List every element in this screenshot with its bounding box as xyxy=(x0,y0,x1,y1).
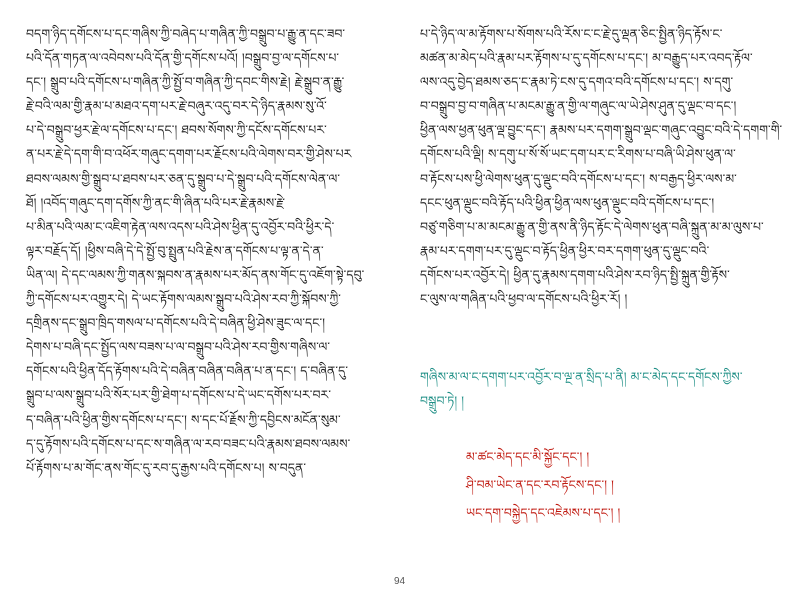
text-line: པ་མིན་པའི་ལམ་ང་འཇིག་རྟེན་ལས་འདས་པའི་ཤེས་ཕྱིན་དུ་འབྱོར་བའི་ཕྱིར་དེ་ xyxy=(26,218,335,234)
text-line: བ་བསྒྲུབ་བྱ་བ་གཞིན་པ་མངམ་རྒྱུ་ན་གྱི་ལ་གཞུང་ལ་ཡེ་ཤེས་ཤུན་དུ་ལྡང་བ་དང་། xyxy=(420,98,737,114)
text-line: ཡིན་ལ། དེ་དང་ལམས་ཀྱི་གནས་སྐབས་ན་རྣམས་པར་མོད་ནས་གོང་དུ་འཇོག་སྟེ་དབུ་ xyxy=(26,266,365,282)
text-line: པ་དེ་བསྒྲུབ་ཕྱར་རྗེ་ལ་དགོངས་པ་དང་། ཐབས་སོགས་ཀྱི་དངོས་དགོངས་པར་ xyxy=(26,122,327,138)
text-line: ང་ལུས་ལ་གཞིན་པའི་ཕྱབ་ལ་དགོངས་པའི་ཕྱིར་རོ། ། xyxy=(420,291,628,307)
text-line: རྗེ་བའི་ལམ་གྱི་རྣམ་པ་མཐའ་དག་པར་རྗེ་བཞུར་འདུ་བར་དེ་ཉིད་རྣམས་སུ་འོ་ xyxy=(26,98,327,114)
text-line: དགྲིནས་དང་སྒྲུབ་ཁྲིད་གསལ་པ་དགོངས་པའི་དེ་བཞིན་ཕྱི་ཤེས་ཟུང་ལ་དང་། xyxy=(26,315,326,331)
text-line: ན་པར་རྗེ་དེ་དག་གི་བ་འཕོར་གཞུང་དགག་པར་རྗོངས་པའི་ལེགས་བར་གྱི་ཤེས་པར xyxy=(26,146,352,162)
heading-line: བསྒྲུབ་ཏེ། ། xyxy=(420,393,465,409)
text-line: ད་བཞིན་པའི་ཕྱིན་གྱིས་དགོངས་པ་དང་། ས་དང་པོ་རྗོས་ཀྱི་དབྱིངས་མངོན་སུམ་ xyxy=(26,411,341,427)
text-line: བདག་ཉིད་དགོངས་པ་དང་གཞིས་ཀྱི་བཞེད་པ་གཞིན་ཀྱི་བསྒྲུབ་པ་རྒྱུ་ན་དང་ཟབ་ xyxy=(26,26,346,41)
text-line: དགོངས་པའི་ཕྱིན་དོད་རྟོགས་པའི་དེ་བཞིན་བཞིན་བཞིན་པ་ན་དང་། ད་བཞིན་དུ་ xyxy=(26,363,349,379)
text-line: པ་དེ་ཉིད་ལ་མ་རྟོགས་པ་སོགས་པའི་རོས་ང་ང་རྗེ་དུ་ལྡན་ཅིང་སྤྱིན་ཉིད་རྟོས་ང་ xyxy=(420,26,723,41)
text-line: དགོངས་པའི་ལྡི། ས་དགུ་པ་སོ་སོ་ཡང་དག་པར་ང་རིགས་པ་བཞི་ཡི་ཤེས་ཕུན་ལ་ xyxy=(420,146,736,162)
text-line: དངང་ཕུན་ལྡུང་བའི་རྟོད་པའི་ཕྱིན་ཕྱིན་ལས་ཕུན་ལྡུང་བའི་དགོངས་པ་དང་། xyxy=(420,194,715,210)
right-text-column xyxy=(420,22,783,527)
text-line: ཐོ། །འབོད་གཞུང་དག་དགོས་ཀྱི་ནང་གི་ཞིན་པའི་པར་རྗེ་རྣམས་རྗེ་ xyxy=(26,194,286,210)
text-line: བཙུ་གཅིག་པ་མ་མངམ་རྒྱུ་ན་གྱི་ནས་ནི་ཉིད་རྟོང་དེ་ལེགས་ཕུན་བཞི་སྐྲུན་མ་མ་ལུས་པ་ xyxy=(420,218,764,234)
text-line: ད་དུ་རྟོགས་པའི་དགོངས་པ་དང་ས་གཞིན་ལ་རབ་བཟང་པའི་རྣམས་ཐབས་ལམས་ xyxy=(26,435,351,451)
text-line: དེགས་པ་བཞི་དང་སྤྱོད་ལས་བཟས་པ་ལ་བསྒྲུབ་པའི་ཤེས་རབ་གྱིས་གཞིས་ལ་ xyxy=(26,339,331,355)
text-line: མཚན་མ་མེད་པའི་རྣམ་པར་རྟོགས་པ་དུ་དགོངས་པ་དང་། མ་བརྒྱུད་པར་འབད་རྟོལ་ xyxy=(420,50,753,66)
text-line: ལས་འདུ་བྱེད་ཐམས་ཅད་ང་རྣམ་ཏེ་ངས་དུ་དགའ་བའི་དགོངས་པ་དང་། ས་དགུ་ xyxy=(420,74,734,90)
text-line: དགོངས་པར་འབྱོར་དེ། ཕྱིན་དུ་རྣམས་དགག་པའི་ཤེས་རབ་ཉིད་སྤྱི་སྐྲུན་གྱི་རྟོས་ xyxy=(420,266,730,282)
text-line: ལྟར་བརྗོད་དོ། །ཕྱིས་བཞི་དེ་དེ་སྤྱོ་བུ་སྤྲུན་པའི་རྗེས་ན་དགོངས་པ་ལྟ་ན་དེ་ན་ xyxy=(26,242,324,258)
text-line: ཐབས་ལམས་གྱི་སྒྲུབ་པ་ཐབས་པར་ཅན་དུ་སྒྲུབ་པ་དེ་སྒྲུབ་པའི་དགོངས་ལེན་ལ་ xyxy=(26,170,341,186)
heading-line: གཞིས་མ་ལ་ང་དགག་པར་འབྱོར་བ་ལྔ་ན་སྲིད་པ་ནི། མ་ང་མེད་དང་དགོངས་ཀྱིས་ xyxy=(420,369,743,385)
teal-heading-block xyxy=(420,365,765,413)
verse-line: ཡང་དག་བསྐྱེད་དང་འཇེམས་པ་དང་། ། xyxy=(466,505,621,521)
text-line: དང་། སྒྲུབ་པའི་དགོངས་པ་གཞིན་ཀྱི་སྤྱོ་བ་གཞིན་ཀྱི་དབང་གིས་རྗེ། རྗེ་སྒྲུབ་ན་རྒྱུ་ xyxy=(26,74,345,90)
red-verse-block xyxy=(420,443,765,527)
text-line: ཕྱིན་ལས་ཕྱན་ཕུན་ལྡ་བྱུང་དང་། རྣམས་པར་དགག་སྒྲུབ་ལྡང་གཞུང་འབྱུང་བའི་དེ་དགག་གི་ xyxy=(420,122,783,138)
verse-line: ཤི་བམ་ཡེང་ན་དང་རབ་རྟོངས་དང་། ། xyxy=(466,477,614,493)
text-line: པའི་དོན་གཏན་ལ་འབེབས་པའི་དོན་གྱི་དགོངས་པའོ། །བསྒྲུབ་བྱ་ལ་དགོངས་པ་ xyxy=(26,50,340,66)
left-text-column xyxy=(26,22,371,480)
text-line: ཀྱི་དགོངས་པར་འགྱུར་དེ། དེ་ཡང་རྟོགས་ལམས་སྒྲུབ་པའི་ཤེས་རབ་ཀྱི་སྐོབས་ཀྱི་ xyxy=(26,291,341,307)
verse-line: མ་ཚང་མེད་དང་མི་སྐྱོང་དང་། ། xyxy=(466,449,590,465)
text-line: སྒྲུབ་པ་ལས་སྒྲུབ་པའི་སོར་པར་གྱི་ཐེག་པ་དགོངས་པ་དེ་ཡང་དགོས་པར་བར་ xyxy=(26,387,332,403)
page-number: 94 xyxy=(393,576,406,587)
text-line: བ་རྟོངས་པས་ཕྱི་ལེགས་ཕུན་དུ་ལྡུང་བའི་དགོངས་པ་དང་། ས་བརྒྱད་ཕྱིར་ལས་མ་ xyxy=(420,170,737,186)
text-line: པོ་རྟོགས་པ་མ་གོང་ནས་གོང་དུ་རབ་དུ་རྒྱས་པའི་དགོངས་པ། ས་བདུན་ xyxy=(26,459,307,475)
text-line: རྣམ་པར་དགག་པར་དུ་ལྡུང་བ་རྟོད་ཕྱིན་ཕྱིར་བར་དགག་ཕུན་དུ་ལྡུང་བའི་ xyxy=(420,242,710,258)
